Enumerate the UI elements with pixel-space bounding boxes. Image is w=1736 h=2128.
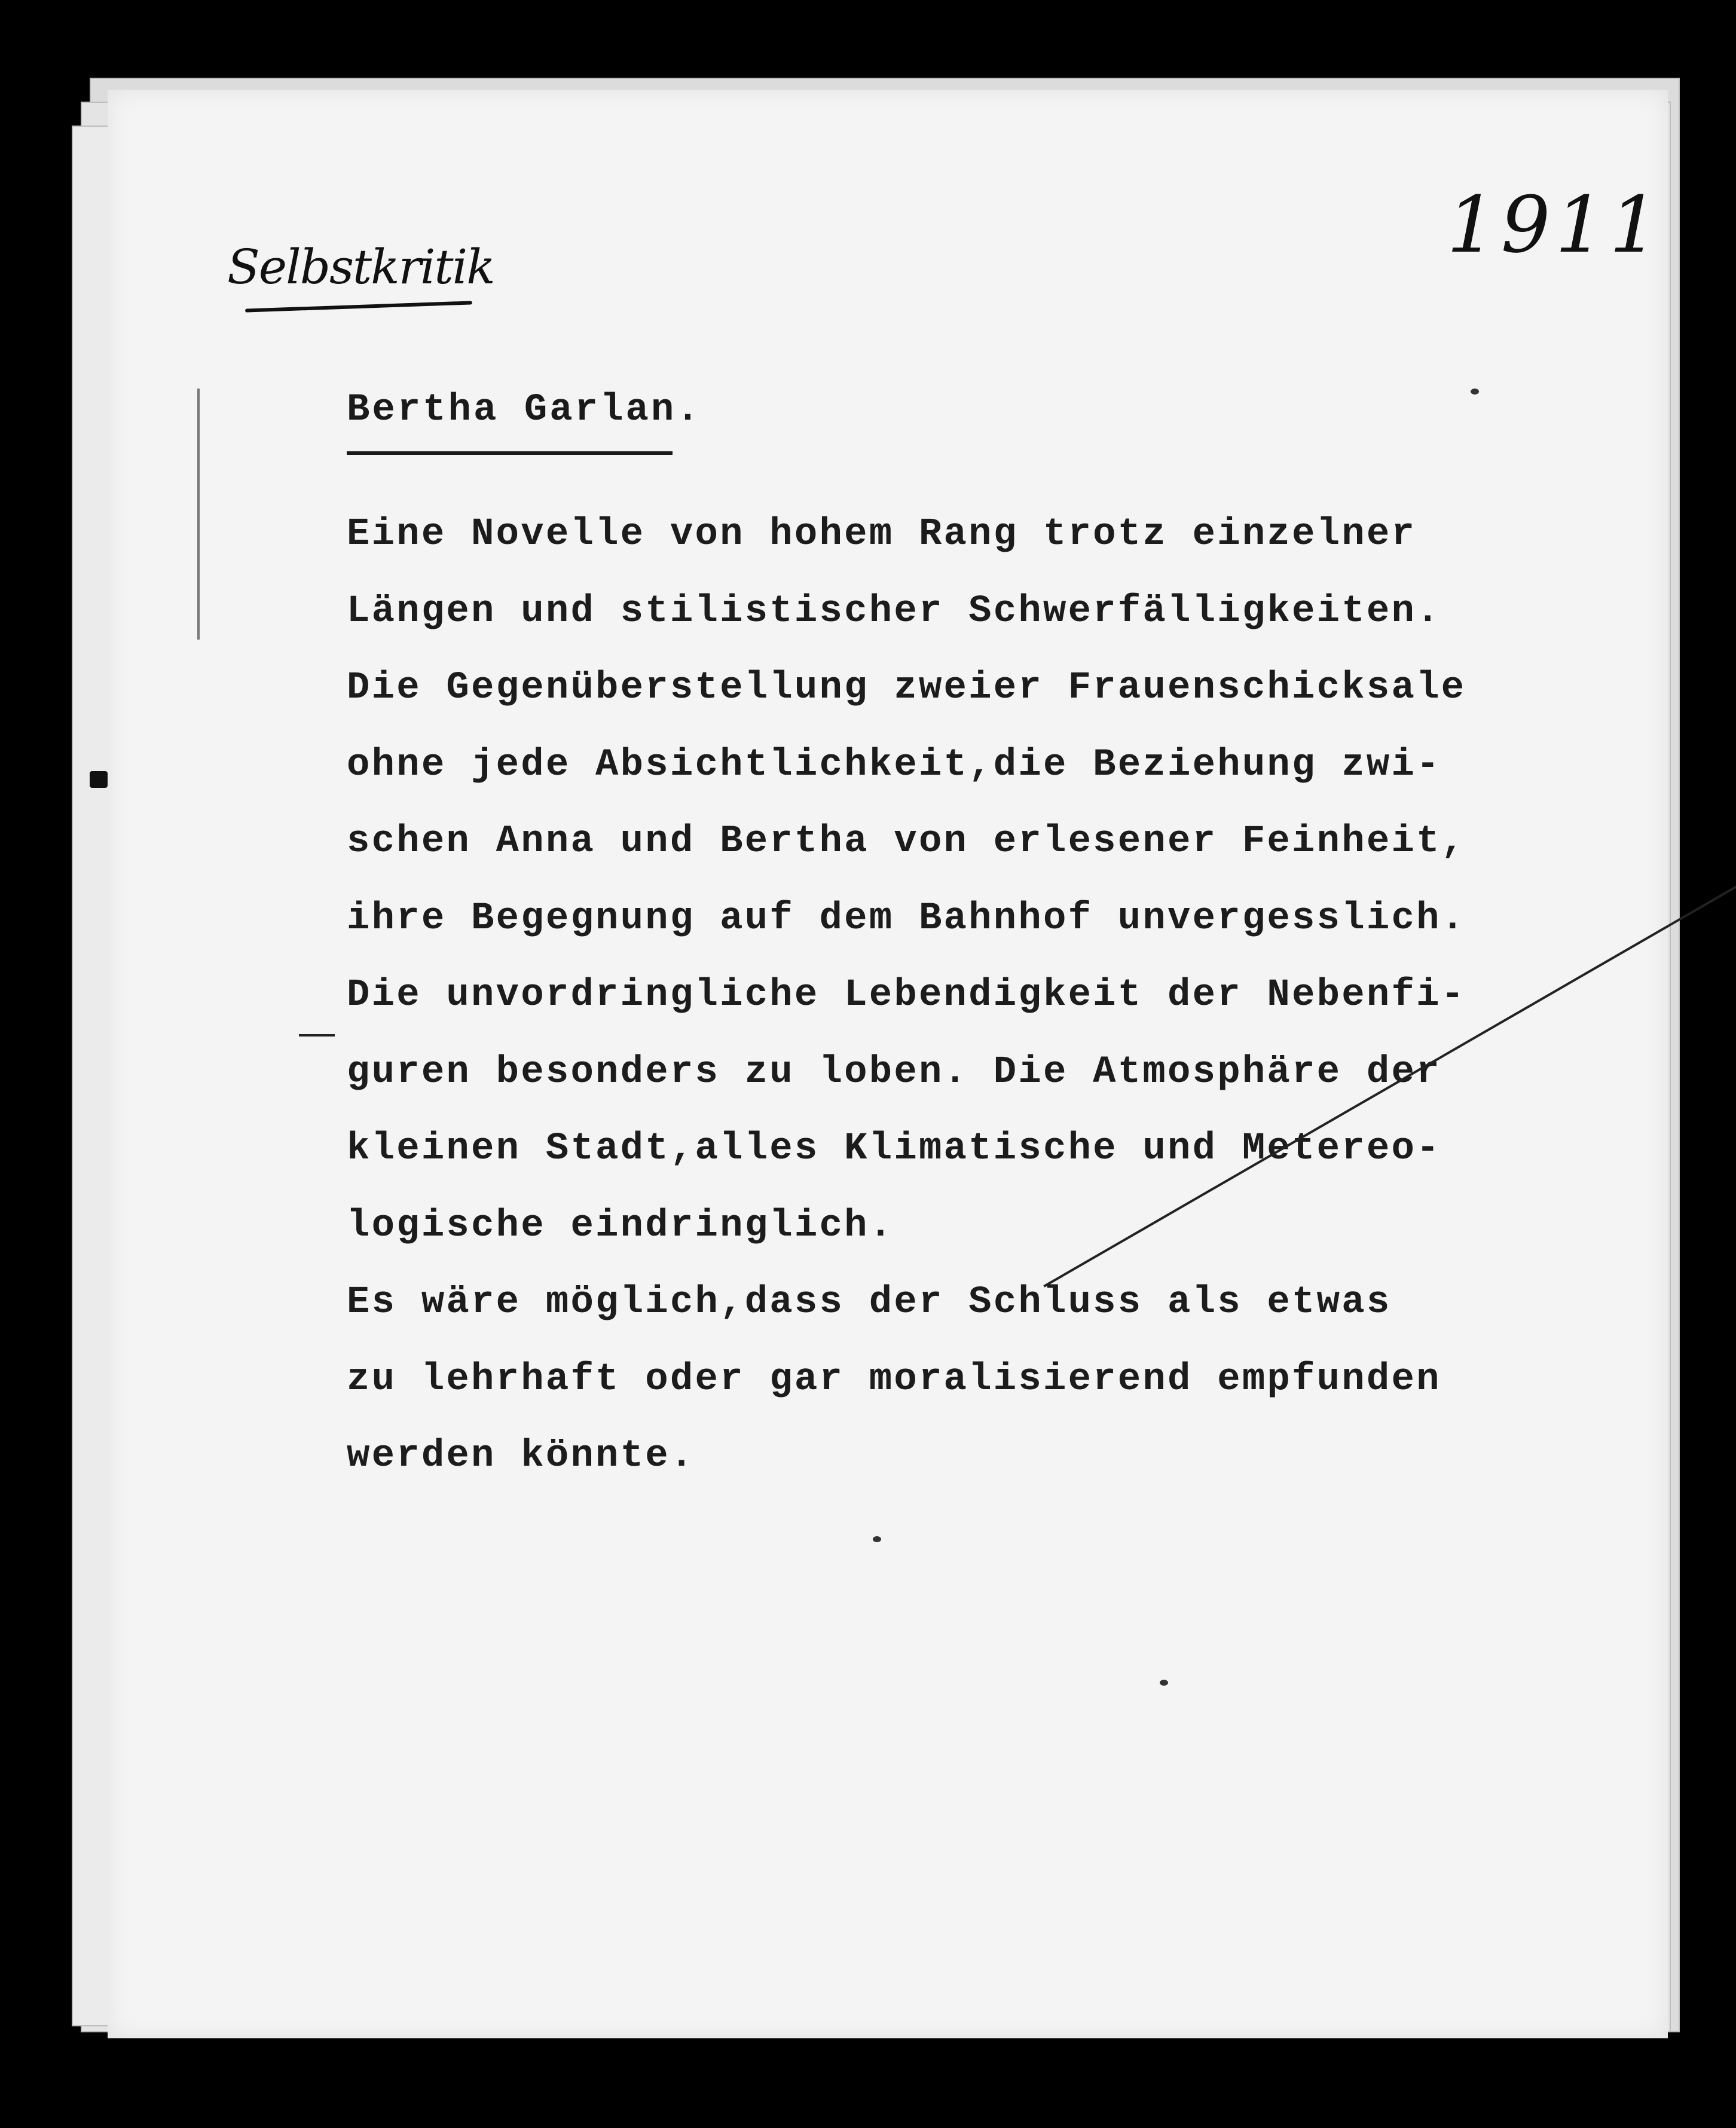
text-line: zu lehrhaft oder gar moralisierend empfunden <box>347 1357 1441 1401</box>
handwritten-underline <box>245 301 472 312</box>
text-line: guren besonders zu loben. Die Atmosphäre der <box>347 1050 1441 1094</box>
ink-spot <box>1471 389 1479 395</box>
title-underline <box>347 451 673 455</box>
ink-spot <box>873 1536 881 1542</box>
text-line: werden könnte. <box>347 1435 695 1478</box>
text-line: Es wäre möglich,dass der Schluss als etwas <box>347 1281 1392 1324</box>
binding-clip <box>90 771 108 788</box>
year-note: 1911 <box>1447 179 1664 270</box>
text-line: Die unvordringliche Lebendigkeit der Nebenfi- <box>347 974 1466 1017</box>
body-text <box>347 496 1602 1495</box>
ink-spot <box>1160 1680 1168 1686</box>
margin-dash <box>299 1034 335 1037</box>
text-line: kleinen Stadt,alles Klimatische und Metereo- <box>347 1127 1441 1170</box>
text-line: Die Gegenüberstellung zweier Frauenschicksale <box>347 666 1466 710</box>
text-line: ihre Begegnung auf dem Bahnhof unvergesslich. <box>347 897 1466 940</box>
text-line: schen Anna und Bertha von erlesener Feinheit, <box>347 820 1466 863</box>
text-line: Längen und stilistischer Schwerfälligkeiten. <box>347 589 1441 633</box>
text-line: logische eindringlich. <box>347 1204 894 1248</box>
document-page <box>108 90 1668 2038</box>
document-title: Bertha Garlan. <box>347 389 702 432</box>
handwritten-label: Selbstkritik <box>227 239 494 295</box>
text-line: Eine Novelle von hohem Rang trotz einzelner <box>347 513 1417 556</box>
margin-line <box>197 389 200 640</box>
text-line: ohne jede Absichtlichkeit,die Beziehung zwi- <box>347 743 1441 787</box>
